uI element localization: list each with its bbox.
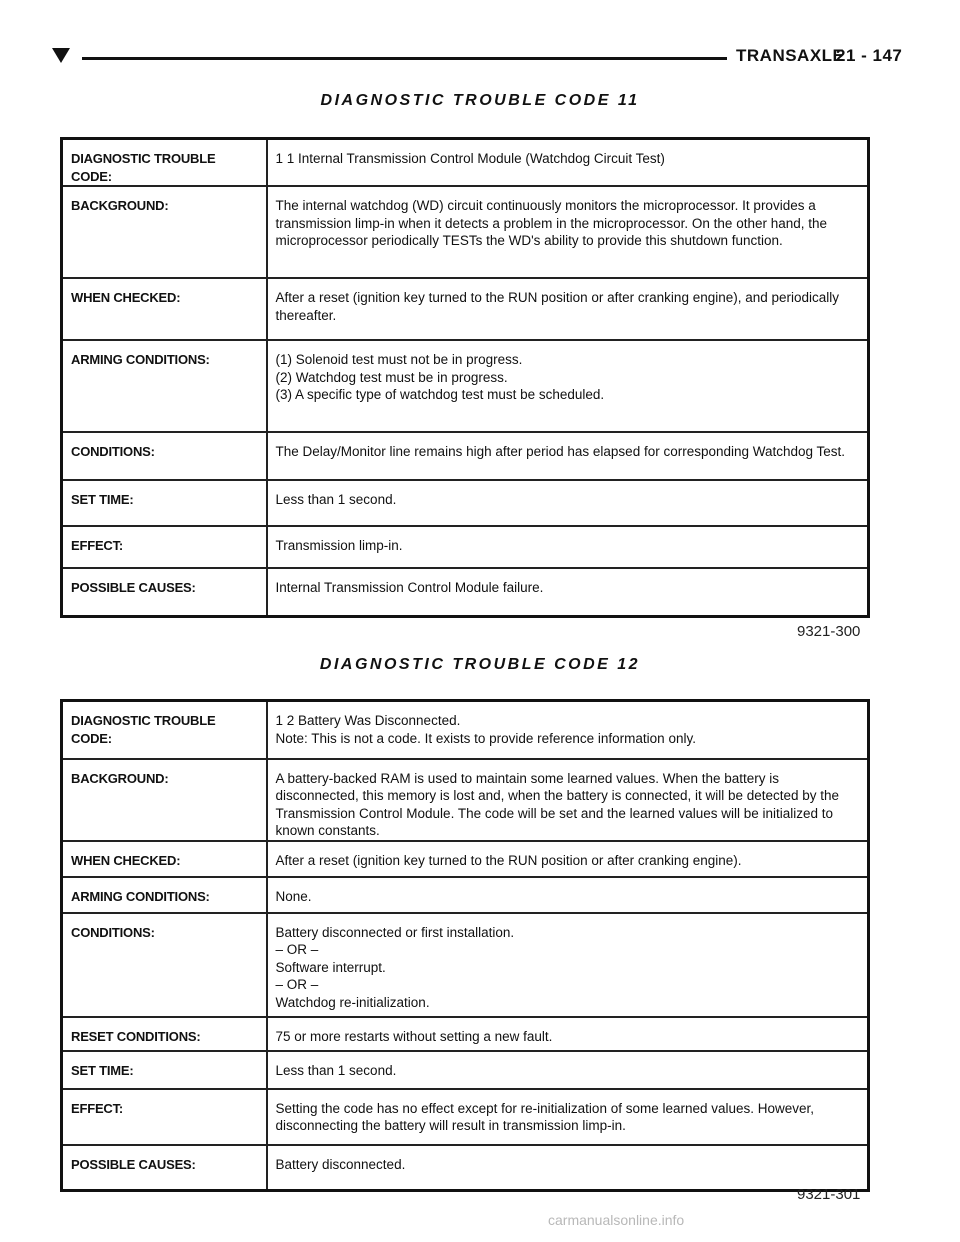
row-value-line: 1 1 Internal Transmission Control Module (Watchdog Circuit Test) <box>275 151 665 166</box>
row-value <box>267 1089 869 1145</box>
table-row <box>62 340 869 432</box>
row-label: DIAGNOSTIC TROUBLE CODE: <box>62 139 267 187</box>
row-value-line: microprocessor periodically TESTs the WD's ability to provide this shutdown function. <box>275 233 783 248</box>
table-row <box>62 186 869 278</box>
row-value-line: None. <box>275 888 312 904</box>
row-value-line: Setting the code has no effect except for re-initialization of some learned values. However, <box>275 1100 815 1116</box>
page-header <box>52 44 903 70</box>
watermark: carmanualsonline.info <box>548 1212 685 1228</box>
row-value-line: disconnected, this memory is lost and, when the battery is connected, it will be detected by the <box>275 788 840 803</box>
row-value <box>267 340 869 432</box>
row-label: EFFECT: <box>62 1089 267 1145</box>
table-row <box>62 139 869 187</box>
row-label: RESET CONDITIONS: <box>62 1017 267 1051</box>
row-value-line: After a reset (ignition key turned to the RUN position or after cranking engine). <box>275 852 742 868</box>
dtc12-table <box>60 699 870 1192</box>
row-value-line: A battery-backed RAM is used to maintain some learned values. When the battery is <box>275 770 780 786</box>
table-row <box>62 841 869 877</box>
table-row <box>62 913 869 1017</box>
row-label: WHEN CHECKED: <box>62 278 267 340</box>
row-value-line: After a reset (ignition key turned to the RUN position or after cranking engine), and periodically <box>275 290 840 305</box>
table-row <box>62 526 869 568</box>
row-value <box>267 278 869 340</box>
row-label: CONDITIONS: <box>62 432 267 480</box>
row-label: DIAGNOSTIC TROUBLE CODE: <box>62 701 267 759</box>
table-row <box>62 432 869 480</box>
table-row <box>62 1017 869 1051</box>
row-value-line: thereafter. <box>275 307 337 323</box>
dtc12-title: DIAGNOSTIC TROUBLE CODE 12 <box>319 656 641 673</box>
row-value-line: Transmission limp-in. <box>275 538 403 553</box>
row-value <box>267 759 869 841</box>
row-value-line: transmission limp-in when it detects a problem in the microprocessor. On the other hand, the <box>275 215 828 231</box>
row-value <box>267 841 869 877</box>
row-label: POSSIBLE CAUSES: <box>62 1145 267 1191</box>
row-value <box>267 480 869 526</box>
dtc11-table <box>60 137 870 618</box>
row-value-line: Internal Transmission Control Module failure. <box>275 580 544 595</box>
row-value-line: The Delay/Monitor line remains high after period has elapsed for corresponding Watchdog Test. <box>275 444 846 459</box>
row-value-line: Transmission Control Module. The code will be set and the learned values will be initialized to <box>275 805 834 821</box>
row-label: POSSIBLE CAUSES: <box>62 568 267 616</box>
row-label: BACKGROUND: <box>62 759 267 841</box>
row-label: ARMING CONDITIONS: <box>62 877 267 913</box>
page-number: 21 - 147 <box>836 46 903 65</box>
table-row <box>62 1089 869 1145</box>
row-value <box>267 1051 869 1089</box>
header-rule <box>82 57 727 60</box>
row-value <box>267 526 869 568</box>
row-label: WHEN CHECKED: <box>62 841 267 877</box>
row-label: EFFECT: <box>62 526 267 568</box>
row-value <box>267 568 869 616</box>
row-value <box>267 186 869 278</box>
row-value-line: Battery disconnected. <box>275 1156 406 1172</box>
table-row <box>62 1145 869 1191</box>
dtc12-figure-number: 9321-301 <box>797 1186 861 1203</box>
row-value-line: Battery disconnected or first installation. <box>275 924 515 940</box>
row-value-line: (2) Watchdog test must be in progress. <box>275 369 508 385</box>
row-label: ARMING CONDITIONS: <box>62 340 267 432</box>
row-label: SET TIME: <box>62 480 267 526</box>
table-row <box>62 480 869 526</box>
row-label: BACKGROUND: <box>62 186 267 278</box>
row-value <box>267 139 869 187</box>
table-row <box>62 278 869 340</box>
row-value-line: The internal watchdog (WD) circuit continuously monitors the microprocessor. It provides a <box>275 198 816 213</box>
table-row <box>62 877 869 913</box>
dtc11-title: DIAGNOSTIC TROUBLE CODE 11 <box>320 92 640 109</box>
row-value <box>267 913 869 1017</box>
row-value <box>267 701 869 759</box>
row-label: SET TIME: <box>62 1051 267 1089</box>
row-value-line: (3) A specific type of watchdog test must be scheduled. <box>275 387 605 402</box>
row-value-line: Software interrupt. <box>275 959 386 975</box>
row-value-line: Watchdog re-initialization. <box>275 994 430 1010</box>
row-value <box>267 877 869 913</box>
row-value-line: disconnecting the battery will result in transmission limp-in. <box>275 1118 626 1133</box>
table-row <box>62 1051 869 1089</box>
table-row <box>62 568 869 616</box>
dtc11-figure-number: 9321-300 <box>797 623 861 640</box>
row-value-line: – OR – <box>275 942 319 957</box>
row-value <box>267 1017 869 1051</box>
row-label: CONDITIONS: <box>62 913 267 1017</box>
row-value-line: (1) Solenoid test must not be in progress. <box>275 352 523 367</box>
row-value-line: Less than 1 second. <box>275 492 397 507</box>
triangle-marker-icon <box>52 48 70 63</box>
row-value <box>267 1145 869 1191</box>
table-row <box>62 759 869 841</box>
row-value-line: Less than 1 second. <box>275 1062 397 1078</box>
row-value-line: 75 or more restarts without setting a new fault. <box>275 1028 553 1044</box>
row-value-line: 1 2 Battery Was Disconnected. <box>275 713 461 728</box>
row-value-line: – OR – <box>275 977 319 992</box>
row-value <box>267 432 869 480</box>
table-row <box>62 701 869 759</box>
row-value-line: Note: This is not a code. It exists to provide reference information only. <box>275 730 696 746</box>
row-value-line: known constants. <box>275 823 380 838</box>
section-title: TRANSAXLE <box>736 46 845 65</box>
